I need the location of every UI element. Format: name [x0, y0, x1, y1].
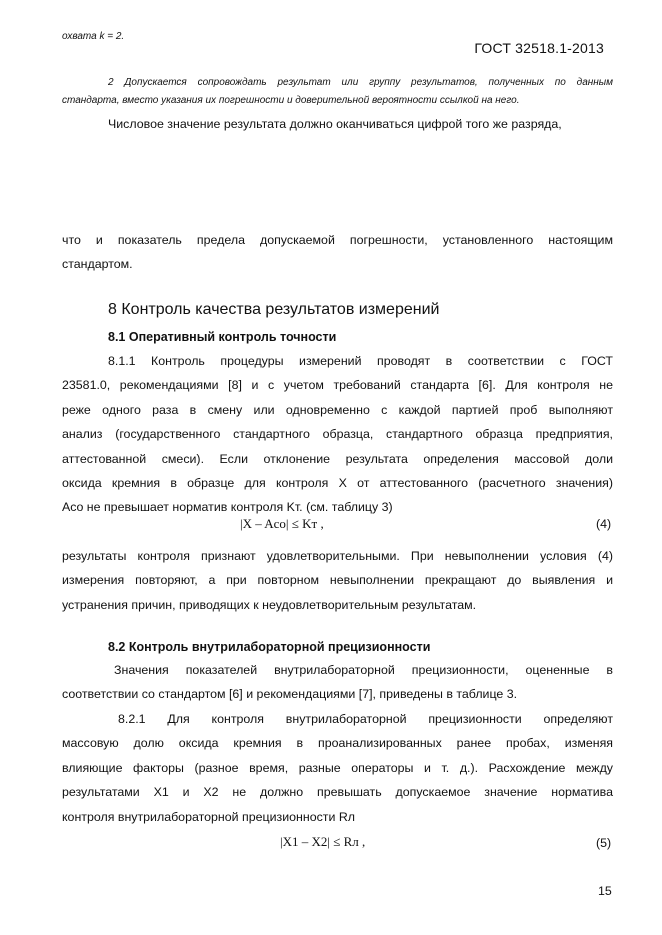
p82-line-2: соответствии со стандартом [6] и рекомендациями [7], приведены в таблице 3.	[62, 687, 518, 702]
p821-line-1: 8.2.1 Для контроля внутрилабораторной прецизионности определяют	[118, 712, 613, 726]
page-number: 15	[598, 884, 612, 898]
section-8-1-title: 8.1 Оперативный контроль точности	[108, 330, 337, 344]
paragraph-8-2	[62, 658, 613, 707]
document-header-gost: ГОСТ 32518.1-2013	[474, 40, 604, 56]
p811-line-4: анализ (государственного стандартного образца, стандартного образца предприятия,	[62, 427, 613, 442]
paragraph-8-1-1-continued	[62, 544, 613, 617]
section-8-title: 8 Контроль качества результатов измерений	[108, 301, 440, 318]
formula-5: |X1 – X2| ≤ Rл ,	[280, 834, 366, 849]
p821-line-2: массовую долю оксида кремния в проанализированных ранее пробах, изменяя	[62, 736, 613, 751]
p811-line-1: 8.1.1 Контроль процедуры измерений проводят в соответствии с ГОСТ	[108, 354, 613, 368]
p811-line-6: оксида кремния в образце для контроля X от аттестованного (расчетного значения)	[62, 476, 613, 491]
p811-after-line-2: измерения повторяют, а при повторном невыполнении прекращают до выявления и	[62, 573, 613, 588]
rounding-para-line-3: стандартом.	[62, 257, 133, 271]
p82-line-1: Значения показателей внутрилабораторной прецизионности, оцененные в	[114, 663, 613, 677]
note-2-line-1: 2 Допускается сопровождать результат или группу результатов, полученных по данным	[108, 77, 613, 88]
rounding-para-line-1: Числовое значение результата должно оканчиваться цифрой того же разряда,	[108, 117, 562, 131]
p811-line-7: Aco не превышает норматив контроля Kт. (см. таблицу 3)	[62, 500, 393, 515]
p811-after-line-3: устранения причин, приводящих к неудовлетворительным результатам.	[62, 597, 477, 612]
p811-line-5: аттестованной смеси). Если отклонение результата определения массовой доли	[62, 451, 613, 466]
p821-line-4: результатами X1 и X2 не должно превышать допускаемое значение норматива	[62, 785, 613, 800]
formula-4: |X – Aco| ≤ Kт ,	[240, 516, 324, 531]
rounding-para-line-2: что и показатель предела допускаемой погрешности, установленного настоящим	[62, 233, 613, 247]
p811-after-line-1: результаты контроля признают удовлетворительными. При невыполнении условия (4)	[62, 549, 613, 563]
paragraph-8-1-1	[62, 349, 613, 520]
note-2-line-2: стандарта, вместо указания их погрешности и доверительной вероятности ссылкой на него.	[62, 95, 520, 106]
p811-line-2: 23581.0, рекомендациями [8] и с учетом требований стандарта [6]. Для контроля не	[62, 378, 613, 393]
paragraph-8-2-1	[62, 707, 613, 829]
formula-5-number: (5)	[596, 836, 612, 850]
p811-line-3: реже одного раза в смену или одновременно с каждой партией проб выполняют	[62, 402, 613, 417]
formula-4-number: (4)	[596, 517, 612, 531]
note-line-coverage: охвата k = 2.	[62, 31, 125, 42]
p821-line-3: влияющие факторы (разное время, разные операторы и т. д.). Расхождение между	[62, 760, 613, 775]
p821-line-5: контроля внутрилабораторной прецизионности Rл	[62, 809, 355, 824]
section-8-2-title: 8.2 Контроль внутрилабораторной прецизионности	[108, 640, 431, 654]
